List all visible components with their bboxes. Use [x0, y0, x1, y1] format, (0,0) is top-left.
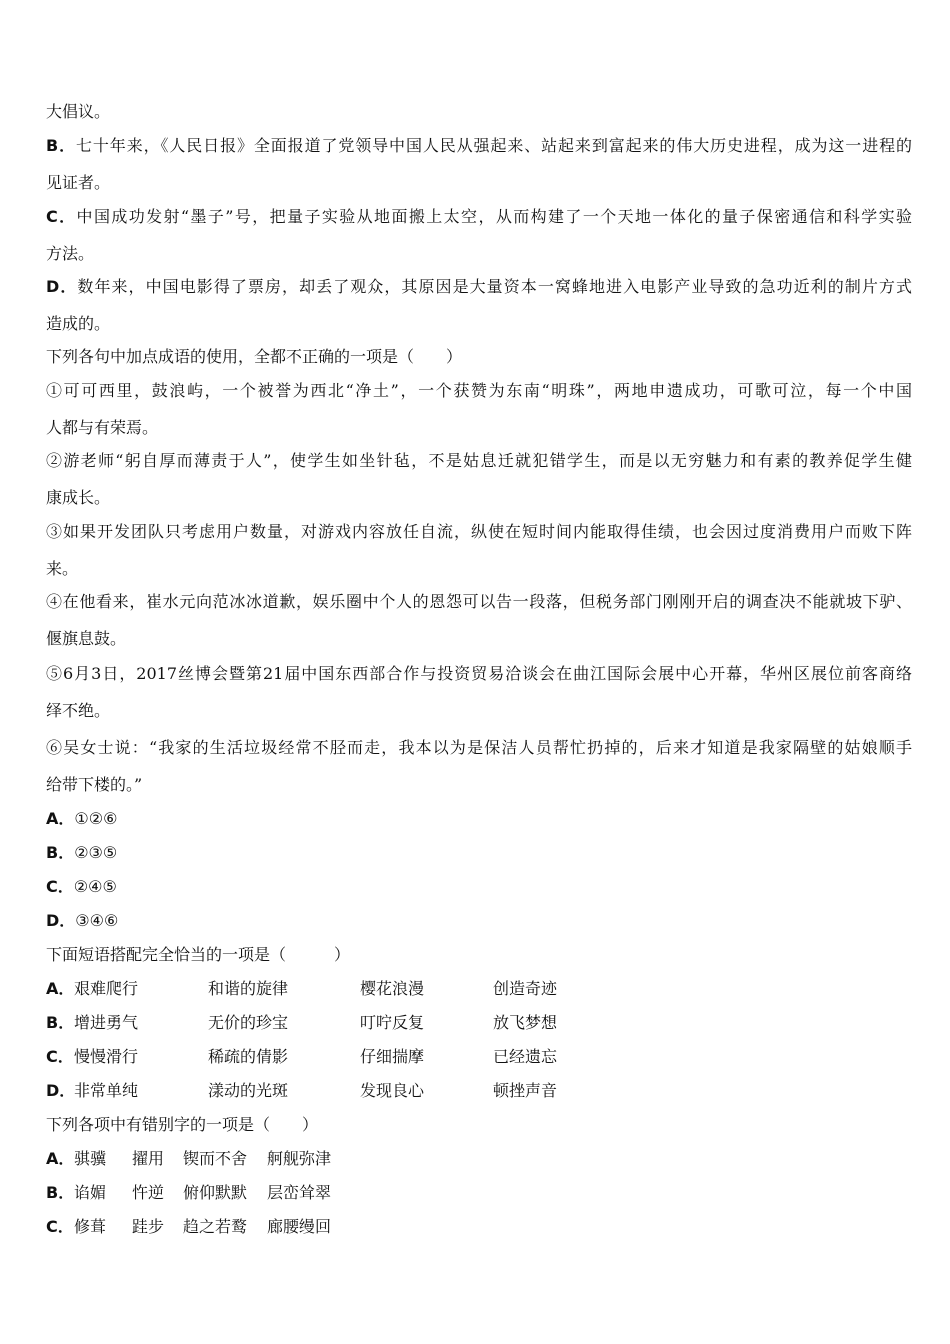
phrase-question-stem: 下面短语搭配完全恰当的一项是（ ）: [46, 945, 351, 964]
sentence-2-line2: 康成长。: [46, 488, 111, 507]
option-b-line2: 见证者。: [46, 173, 111, 192]
option-d-line2: 造成的。: [46, 314, 111, 333]
idiom-question-stem: 下列各句中加点成语的使用，全都不正确的一项是（ ）: [46, 347, 463, 366]
sentence-4-line1: ④在他看来，崔水元向范冰冰道歉，娱乐圈中个人的恩怨可以告一段落，但税务部门刚刚开启的调查决不能就坡下驴、: [46, 592, 912, 611]
option-d-line1: D．数年来，中国电影得了票房，却丢了观众，其原因是大量资本一窝蜂地进入电影产业导致的急功近利的制片方式: [46, 277, 912, 296]
idiom-option-a: A．①②⑥: [46, 809, 118, 828]
option-b-line1: B．七十年来，《人民日报》全面报道了党领导中国人民从强起来、站起来到富起来的伟大历史进程，成为这一进程的: [46, 136, 912, 155]
idiom-option-c: C．②④⑤: [46, 877, 117, 896]
option-c-line1: C．中国成功发射“墨子”号，把量子实验从地面搬上太空，从而构建了一个天地一体化的量子保密通信和科学实验: [46, 207, 912, 226]
previous-question-tail: 大倡议。: [46, 102, 111, 121]
sentence-1-line1: ①可可西里，鼓浪屿，一个被誉为西北“净土”，一个获赞为东南“明珠”，两地申遗成功，可歌可泣，每一个中国: [46, 381, 912, 400]
idiom-option-d: D．③④⑥: [46, 911, 119, 930]
sentence-5-line2: 绎不绝。: [46, 701, 111, 720]
sentence-2-line1: ②游老师“躬自厚而薄责于人”，使学生如坐针毡，不是姑息迁就犯错学生，而是以无穷魅力和有素的教养促学生健: [46, 451, 912, 470]
sentence-6-line2: 给带下楼的。”: [46, 775, 143, 794]
sentence-5-line1: ⑤6月3日，2017丝博会暨第21届中国东西部合作与投资贸易洽谈会在曲江国际会展中心开幕，华州区展位前客商络: [46, 664, 912, 683]
document-page: 大倡议。 B．七十年来，《人民日报》全面报道了党领导中国人民从强起来、站起来到富起来的伟大历史进程，成为这一进程的 见证者。 C．中国成功发射“墨子”号，把量子实验从地面搬上太空，从而构建了一个天地一体化的量子保密通信和科学实验 方法。 D．数年来，中国电影得了票房，却丢了观众，其原因是大量资本一窝蜂地进入电影产业导致的急功近利的制片方式 造成的。 下列各句中加点成语的使用，全都不正确的一项是（ ） ①可可西里，鼓浪屿，一个被誉为西北“净土”，一个获赞为东南“明珠”，两地申遗成功，可歌可泣，每一个中国 人都与有荣焉。 ②游老师“躬自厚而薄责于人”，使学生如坐针毡，不是姑息迁就犯错学生，而是以无穷魅力和有素的教养促学生健 康成长。 ③如果开发团队只考虑用户数量，对游戏内容放任自流，纵使在短时间内能取得佳绩，也会因过度消费用户而败下阵 来。 ④在他看来，崔水元向范冰冰道歉，娱乐圈中个人的恩怨可以告一段落，但税务部门刚刚开启的调查决不能就坡下驴、 偃旗息鼓。 ⑤6月3日，2017丝博会暨第21届中国东西部合作与投资贸易洽谈会在曲江国际会展中心开幕，华州区展位前客商络 绎不绝。 ⑥吴女士说：“我家的生活垃圾经常不胫而走，我本以为是保洁人员帮忙扔掉的，后来才知道是我家隔壁的姑娘顺手 给带下楼的。” A．①②⑥ B．②③⑤ C．②④⑤ D．③④⑥ 下面短语搭配完全恰当的一项是（ ） A． 艰难爬行 和谐的旋律 樱花浪漫 创造奇迹 B． 增进勇气 无价的珍宝 叮咛反复 放飞梦想 C． 慢慢滑行 稀疏的倩影 仔细揣摩 已经遗忘 D． 非常单纯 漾动的光斑 发现良心 顿挫声音 下列各项中有错别字的一项是（ ） A． 骐骥 擢用 锲而不舍 舸舰弥津 B． 谄媚 忤逆 俯仰默默 层峦耸翠 C． 修葺 跬步 趋之若鹜 廊腰缦回: [46, 102, 912, 1236]
sentence-3-line1: ③如果开发团队只考虑用户数量，对游戏内容放任自流，纵使在短时间内能取得佳绩，也会因过度消费用户而败下阵: [46, 522, 912, 541]
sentence-6-line1: ⑥吴女士说：“我家的生活垃圾经常不胫而走，我本以为是保洁人员帮忙扔掉的，后来才知道是我家隔壁的姑娘顺手: [46, 738, 912, 757]
idiom-option-b: B．②③⑤: [46, 843, 118, 862]
sentence-4-line2: 偃旗息鼓。: [46, 629, 127, 648]
sentence-3-line2: 来。: [46, 559, 79, 578]
option-c-line2: 方法。: [46, 244, 95, 263]
sentence-1-line2: 人都与有荣焉。: [46, 418, 159, 437]
typo-question-stem: 下列各项中有错别字的一项是（ ）: [46, 1115, 319, 1134]
